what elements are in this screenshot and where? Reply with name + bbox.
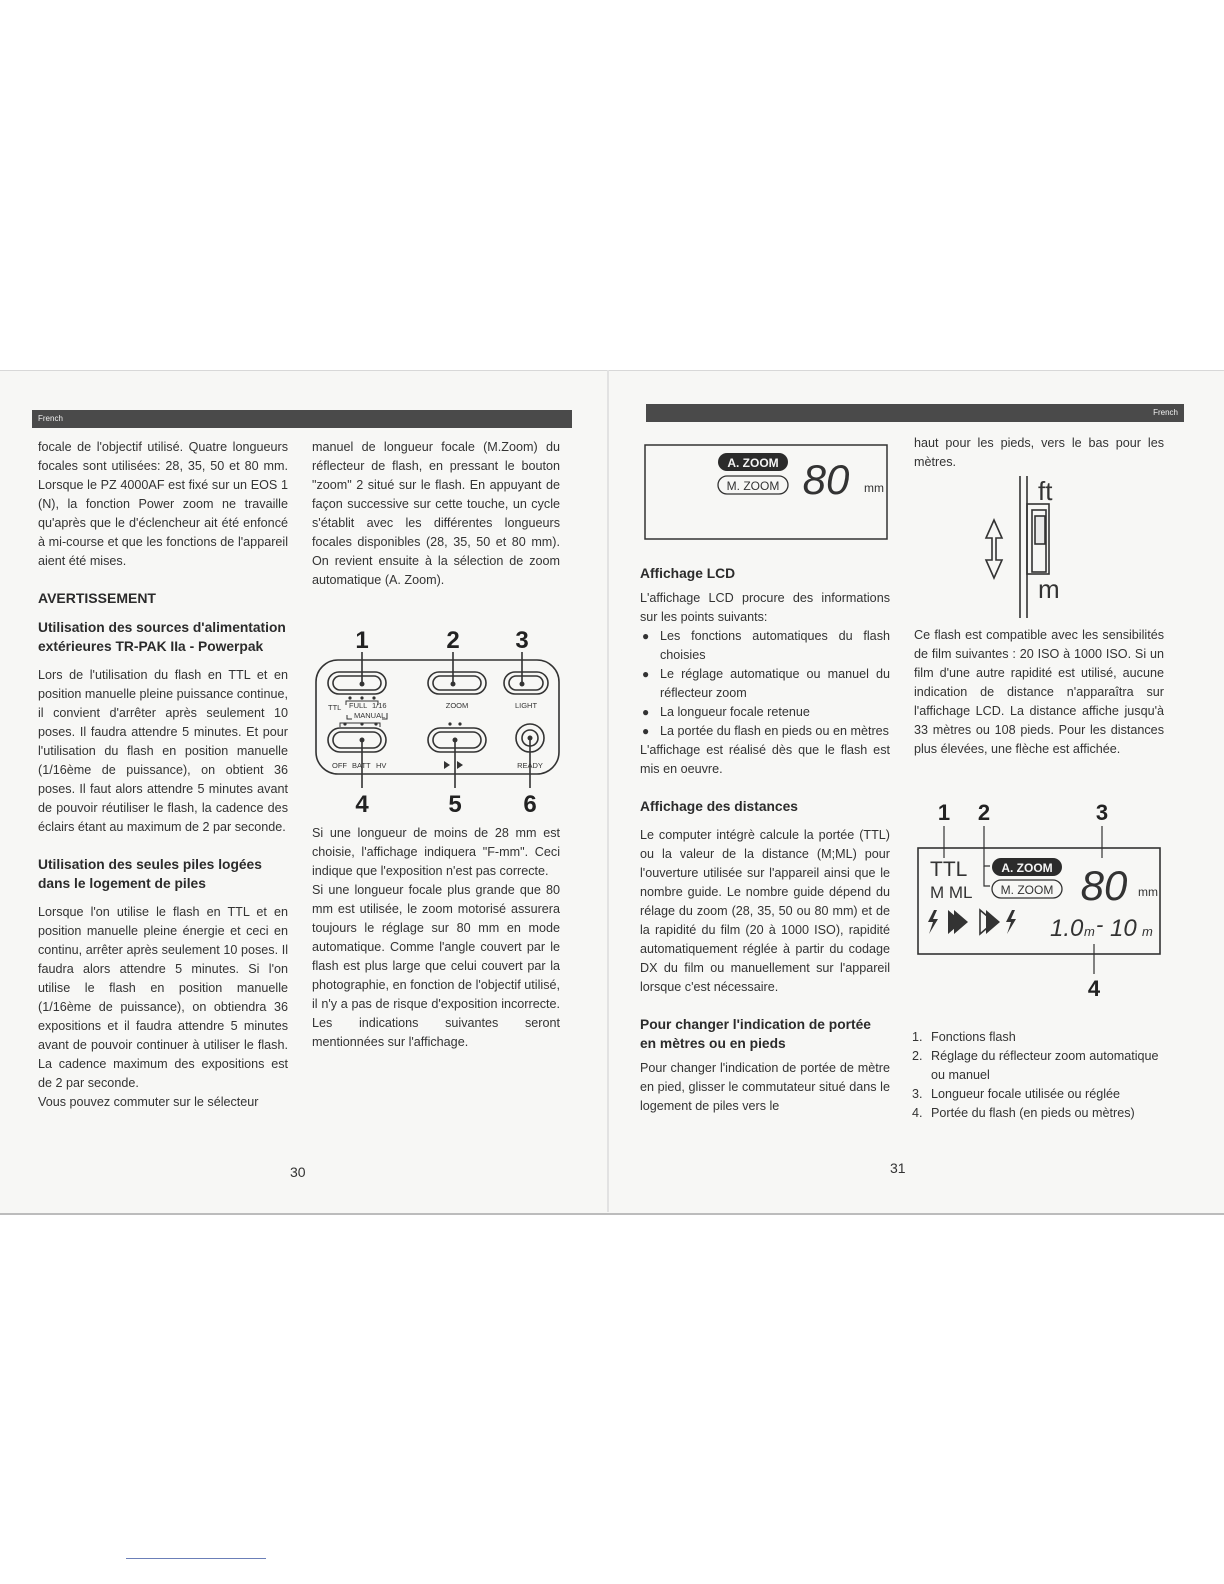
paragraph: Lors de l'utilisation du flash en TTL et en position manuelle pleine puissance continue, il convient d'arrêter après seulement 10 poses. Il faudra attendre 5 minutes. Et pour l'utilisation du flash en position manuelle (1/16ème de puissance), on obtient 36 poses. Il faut alors attendre 5 minutes avant de pouvoir réutiliser le flash, la cadence des éclairs étant au maximum de 2 par seconde.	[38, 668, 288, 834]
section-heading: Pour changer l'indication de portée en mètres ou en pieds	[640, 1017, 871, 1051]
page-number-right: 31	[890, 1160, 906, 1176]
label-full: FULL	[349, 701, 368, 710]
manual-indicator: M ML	[930, 883, 973, 902]
flash-bolt-icon	[928, 910, 938, 934]
list-item: 4. Portée du flash (en pieds ou mètres)	[912, 1106, 1135, 1120]
list-item: ● Les fonctions automatiques du flash choisies	[640, 627, 890, 665]
unit-switch-diagram	[980, 468, 1070, 620]
label-hv: HV	[376, 761, 387, 770]
callout-2: 2	[977, 800, 991, 825]
lcd-legend-list	[912, 1028, 1164, 1123]
list-item: 2. Réglage du réflecteur zoom automatique ou manuel	[912, 1049, 1159, 1082]
range-to-value: 10	[1110, 915, 1137, 942]
control-panel-diagram	[310, 622, 565, 822]
section-heading: Affichage LCD	[640, 566, 736, 581]
list-item: ● La longueur focale retenue	[640, 703, 890, 722]
callout-6: 6	[523, 791, 537, 818]
paragraph: Si une longueur focale plus grande que 80 mm est utilisée, le zoom motorisé assurera toujours le réglage sur 80 mm en mode automatique. Comme l'angle couvert par le flash est plus large que celui couvert par la photographie, en fonction de l'objectif utilisé, il n'y a pas de risque d'exposition incorrecte. Les indications suivantes seront mentionnées sur l'affichage.	[312, 883, 560, 1049]
focal-length-unit: mm	[1138, 885, 1158, 899]
list-item: 3. Longueur focale utilisée ou réglée	[912, 1087, 1121, 1101]
label-light: LIGHT	[514, 701, 538, 710]
section-heading: Utilisation des seules piles logées dans le logement de piles	[38, 857, 262, 891]
paragraph: L'affichage est réalisé dès que le flash est mis en oeuvre.	[640, 743, 890, 776]
paragraph: Pour changer l'indication de portée de mètre en pied, glisser le commutateur situé dans le logement de piles vers le	[640, 1061, 890, 1113]
ttl-indicator: TTL	[930, 858, 968, 881]
left-column-1	[38, 438, 288, 1112]
callout-3: 3	[515, 627, 529, 654]
callout-4: 4	[1087, 976, 1101, 1001]
callout-1: 1	[355, 627, 369, 654]
m-zoom-label: M. ZOOM	[726, 479, 780, 493]
range-from-unit: m	[1084, 924, 1095, 939]
lcd-zoom-display	[644, 444, 890, 542]
paragraph: haut pour les pieds, vers le bas pour les mètres.	[914, 436, 1164, 469]
focal-length-value: 80	[802, 456, 850, 503]
label-zoom: ZOOM	[445, 701, 469, 710]
focal-length-unit: mm	[864, 481, 884, 495]
paragraph: Si une longueur de moins de 28 mm est choisie, l'affichage indiquera "F-mm". Ceci indique que l'exposition n'est pas correcte.	[312, 826, 560, 878]
a-zoom-label: A. ZOOM	[727, 456, 779, 470]
callout-4: 4	[355, 791, 369, 818]
switch-label-ft: ft	[1038, 476, 1053, 506]
paragraph: Ce flash est compatible avec les sensibilités de film suivantes : 20 ISO à 1000 ISO. Si un film d'une autre rapidité est utilisé, aucune indication de distance n'apparaîtra sur l'affichage LCD. La distance affiche jusqu'à 33 mètres ou 108 pieds. Pour les distances plus élevées, une flèche est affichée.	[914, 628, 1164, 756]
paragraph: Le computer intégrè calcule la portée (TTL) ou la valeur de la distance (M;ML) pour l'ouverture utilisée sur l'appareil ainsi que le nombre guide. Le nombre guide dépend du rélage du zoom (28, 35, 50 ou 80 mm) et de la rapidité du film (20 à 1000 ISO), rapidité automatiquement réglée à partir du codage DX du film ou manuellement sur l'appareil lorsque c'est nécessaire.	[640, 828, 890, 994]
section-heading: Affichage des distances	[640, 799, 798, 814]
label-ttl: TTL	[328, 703, 342, 712]
paragraph: Vous pouvez commuter sur le sélecteur	[38, 1095, 259, 1109]
range-separator: -	[1096, 912, 1104, 937]
up-down-arrow-icon	[986, 520, 1002, 578]
high-speed-sync-icon	[948, 910, 968, 934]
range-to-unit: m	[1142, 924, 1153, 939]
m-zoom-label: M. ZOOM	[1000, 883, 1054, 897]
section-heading: Utilisation des sources d'alimentation extérieures TR-PAK IIa - Powerpak	[38, 620, 286, 654]
left-column-2-bottom	[312, 824, 560, 1052]
focal-length-value: 80	[1080, 862, 1128, 909]
paragraph: Lorsque l'on utilise le flash en TTL et en position manuelle pleine énergie et ceci en continu, arrêter après seulement 10 poses. Il faudra alors attendre 5 minutes. Si l'on utilise le flash en position manuelle (1/16ème de puissance), on obtiendra 36 expositions et il faudra attendre 5 minutes avant de pouvoir continuer à utiliser le flash. La cadence maximum des expositions est de 2 par seconde.	[38, 905, 288, 1090]
paragraph: L'affichage LCD procure des informations sur les points suivants:	[640, 591, 890, 624]
page-gutter	[607, 370, 609, 1212]
warning-heading: AVERTISSEMENT	[38, 590, 156, 606]
list-item: ● Le réglage automatique ou manuel du réflecteur zoom	[640, 665, 890, 703]
lcd-info-list	[640, 627, 890, 741]
list-item: ● La portée du flash en pieds ou en mètres	[640, 722, 890, 741]
list-item: 1. Fonctions flash	[912, 1030, 1016, 1044]
lcd-distance-display	[914, 796, 1166, 1008]
left-column-2	[312, 438, 560, 590]
right-column-2-bottom	[912, 1028, 1164, 1123]
paragraph: manuel de longueur focale (M.Zoom) du réflecteur de flash, en pressant le bouton "zoom" 2 situé sur le flash. En appuyant de façon successive sur cette touche, un cycle s'établit avec les différentes longueurs focales disponibles (28, 35, 50 et 80 mm). On revient ensuite à la sélection de zoom automatique (A. Zoom).	[312, 440, 560, 587]
language-tab-right: French	[646, 404, 1184, 422]
paragraph: focale de l'objectif utilisé. Quatre longueurs focales sont utilisées: 28, 35, 50 et 80 mm. Lorsque le PZ 4000AF est fixé sur un EOS 1 (N), la fonction Power zoom ne travaille qu'après que le d'éclencheur ait été enfoncé à mi-course et que les fonctions de l'appareil aient été mises.	[38, 440, 288, 568]
label-batt: BATT	[352, 761, 371, 770]
right-column-1	[640, 564, 890, 1116]
switch-label-m: m	[1038, 574, 1060, 604]
callout-3: 3	[1095, 800, 1109, 825]
label-ready: READY	[517, 761, 543, 770]
label-manual: MANUAL	[354, 711, 386, 720]
a-zoom-label: A. ZOOM	[1001, 861, 1053, 875]
callout-2: 2	[446, 627, 460, 654]
flash-bolt-icon	[1006, 910, 1016, 934]
right-column-2-middle	[914, 626, 1164, 759]
test-flash-icon	[444, 761, 463, 769]
range-from-value: 1.0	[1050, 915, 1084, 942]
callout-1: 1	[937, 800, 951, 825]
label-off: OFF	[332, 761, 347, 770]
language-tab-left: French	[32, 410, 572, 428]
page-number-left: 30	[290, 1164, 306, 1180]
footer-rule	[126, 1558, 266, 1559]
callout-5: 5	[448, 791, 462, 818]
label-1-16: 1/16	[372, 701, 387, 710]
right-column-2-top	[914, 434, 1164, 472]
